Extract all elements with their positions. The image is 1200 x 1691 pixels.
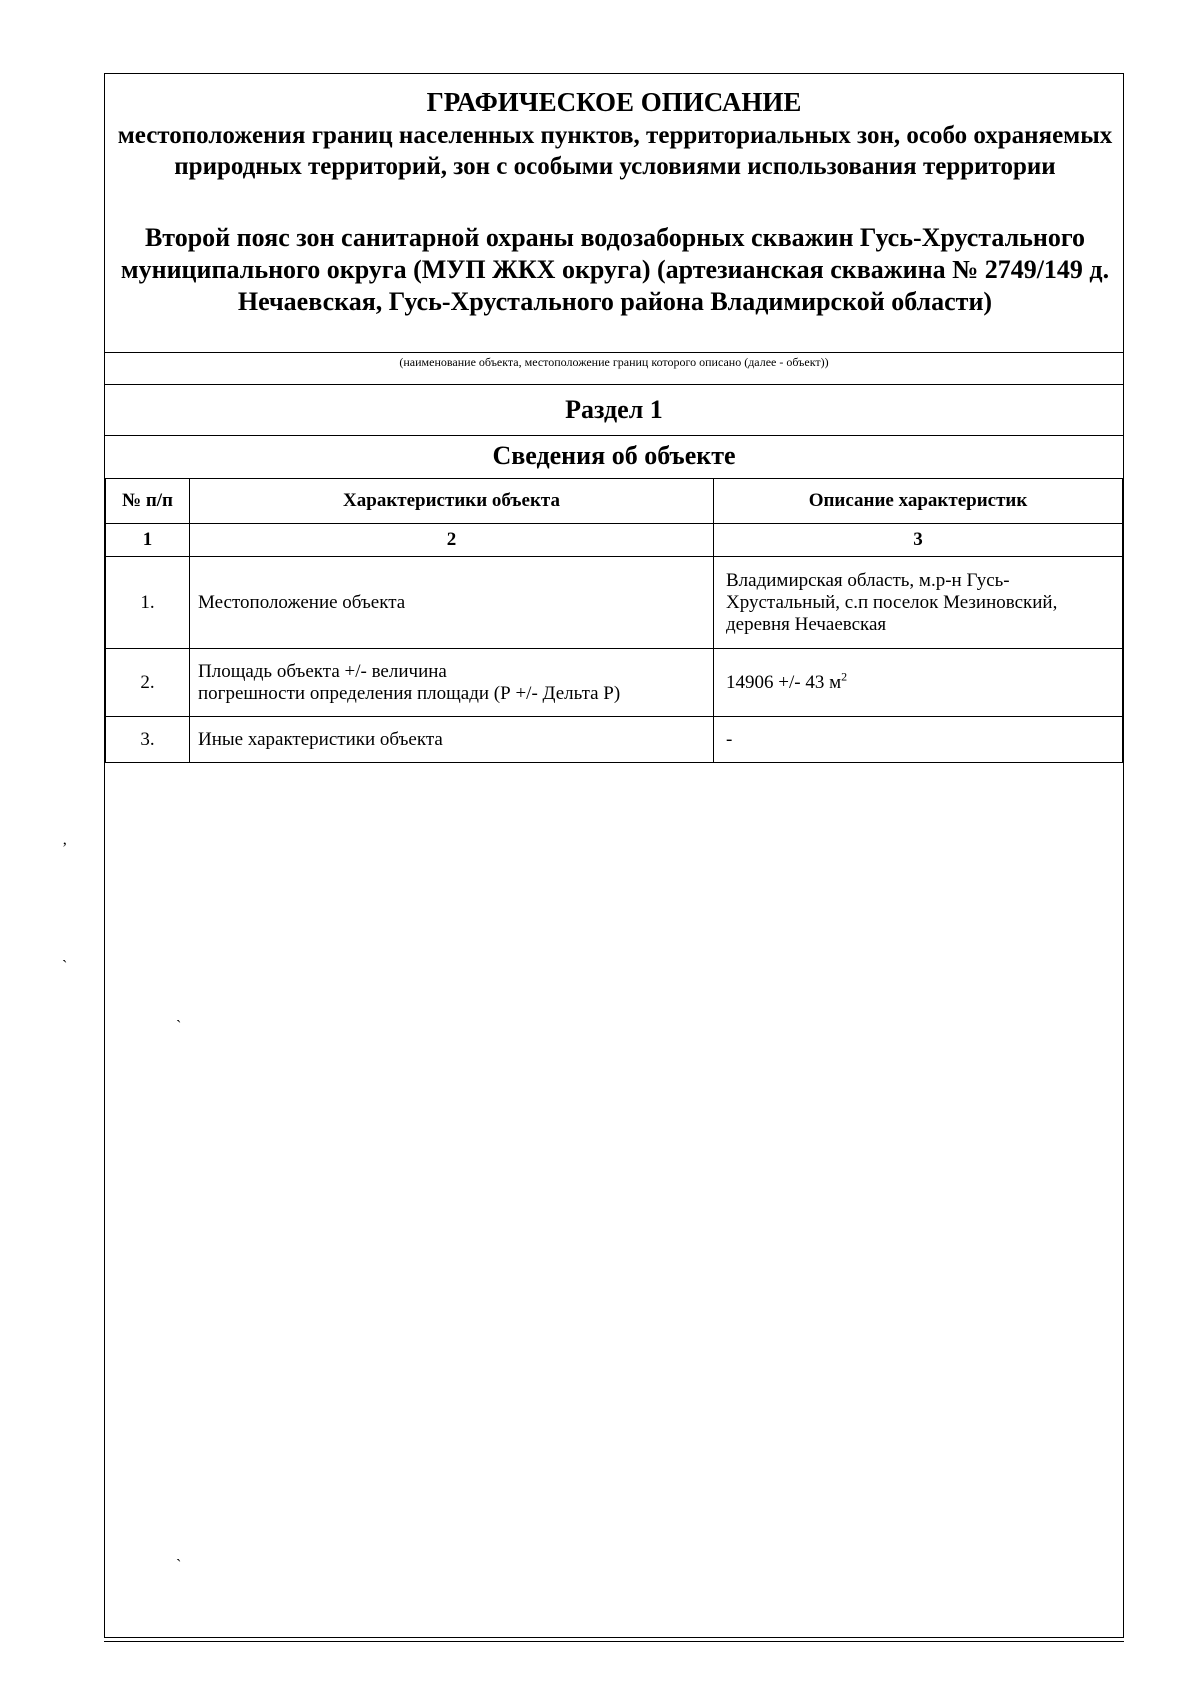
object-name: Второй пояс зон санитарной охраны водозаборных скважин Гусь-Хрустального муниципального округа (МУП ЖКХ округа) (артезианская скважина № 2749/149 д. Нечаевская, Гусь-Хрустального района Владимирской области) [120,223,1110,316]
section-title: Раздел 1 [565,395,663,424]
row-number: 3. [106,717,190,763]
row-number: 1. [106,557,190,649]
row-characteristic-line: Площадь объекта +/- величина [198,660,447,682]
column-number: 2 [190,524,714,557]
column-header-characteristic: Характеристики объекта [190,479,714,524]
area-unit-superscript: 2 [841,669,848,684]
table-row [106,649,1123,717]
document-frame [104,73,1124,1638]
document-header [105,74,1123,384]
scan-artifact: ˏ [62,946,68,963]
object-name-caption: (наименование объекта, местоположение границ которого описано (далее - объект)) [399,355,829,369]
column-header-description: Описание характеристик [714,479,1123,524]
row-description: Владимирская область, м.р-н Гусь-Хрустальный, с.п поселок Мезиновский, деревня Нечаевская [714,557,1123,649]
row-characteristic: Местоположение объекта [190,557,714,649]
row-description [714,649,1123,717]
object-info-table [105,478,1123,763]
document-subtitle: местоположения границ населенных пунктов, территориальных зон, особо охраняемых природных территорий, зон с особыми условиями использования территории [117,122,1113,180]
row-number: 2. [106,649,190,717]
table-row [106,557,1123,649]
document-frame-bottom-line [104,1641,1124,1642]
object-name-underline [105,352,1123,353]
scan-artifact: ˎ [176,1006,182,1023]
table-header-row [106,479,1123,524]
section-subtitle: Сведения об объекте [492,441,736,470]
table-row [106,717,1123,763]
row-characteristic [190,649,714,717]
divider [105,384,1123,385]
row-description: - [714,717,1123,763]
column-number: 3 [714,524,1123,557]
column-number: 1 [106,524,190,557]
scan-artifact: ˎ [176,1545,182,1562]
document-title: ГРАФИЧЕСКОЕ ОПИСАНИЕ [426,87,802,117]
scan-artifact: ʼ [62,840,68,857]
row-characteristic-line: погрешности определения площади (Р +/- Дельта Р) [198,682,621,704]
row-characteristic: Иные характеристики объекта [190,717,714,763]
column-numbers-row [106,524,1123,557]
area-value: 14906 +/- 43 м [726,671,842,693]
column-header-number: № п/п [106,479,190,524]
